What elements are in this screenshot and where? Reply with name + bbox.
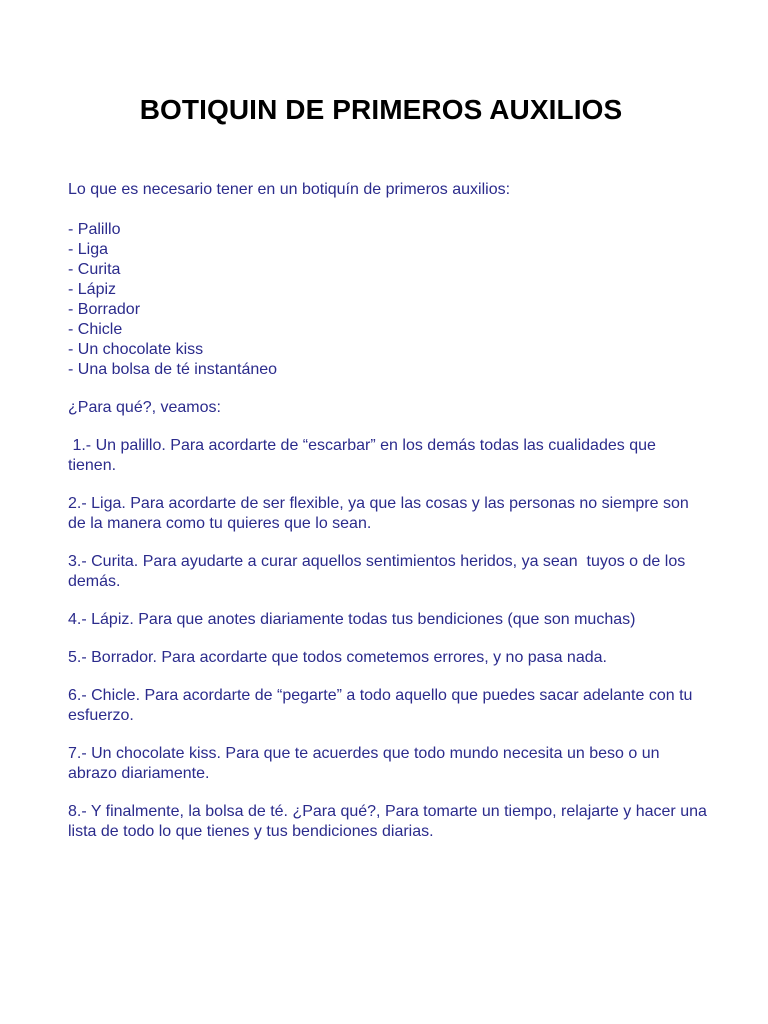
reason-paragraph: 6.- Chicle. Para acordarte de “pegarte” a todo aquello que puedes sacar adelante con tu esfuerzo. xyxy=(68,687,697,724)
list-item: - Chicle xyxy=(68,321,123,338)
reason-paragraph: 4.- Lápiz. Para que anotes diariamente todas tus bendiciones (que son muchas) xyxy=(68,611,636,628)
document-body xyxy=(68,180,712,860)
list-item: - Curita xyxy=(68,261,121,278)
reason-paragraph: 5.- Borrador. Para acordarte que todos cometemos errores, y no pasa nada. xyxy=(68,649,607,666)
list-item: - Un chocolate kiss xyxy=(68,341,204,358)
reason-paragraph: 8.- Y finalmente, la bolsa de té. ¿Para qué?, Para tomarte un tiempo, relajarte y hacer una lista de todo lo que tienes y tus bendiciones diarias. xyxy=(68,803,712,840)
list-item: - Una bolsa de té instantáneo xyxy=(68,361,278,378)
reason-paragraph: 3.- Curita. Para ayudarte a curar aquellos sentimientos heridos, ya sean tuyos o de los demás. xyxy=(68,553,690,590)
reason-paragraph: 7.- Un chocolate kiss. Para que te acuerdes que todo mundo necesita un beso o un abrazo diariamente. xyxy=(68,745,664,782)
list-item: - Liga xyxy=(68,241,109,258)
list-item: - Palillo xyxy=(68,221,121,238)
kit-items-list xyxy=(68,220,708,380)
list-item: - Borrador xyxy=(68,301,141,318)
list-item: - Lápiz xyxy=(68,281,117,298)
reason-paragraph: 1.- Un palillo. Para acordarte de “escarbar” en los demás todas las cualidades que tienen. xyxy=(68,437,661,474)
page-title: BOTIQUIN DE PRIMEROS AUXILIOS xyxy=(139,94,623,125)
intro-paragraph: Lo que es necesario tener en un botiquín de primeros auxilios: xyxy=(68,181,511,198)
question-line: ¿Para qué?, veamos: xyxy=(68,399,221,416)
reason-paragraph: 2.- Liga. Para acordarte de ser flexible, ya que las cosas y las personas no siempre son de la manera como tu quieres que lo sean. xyxy=(68,495,694,532)
